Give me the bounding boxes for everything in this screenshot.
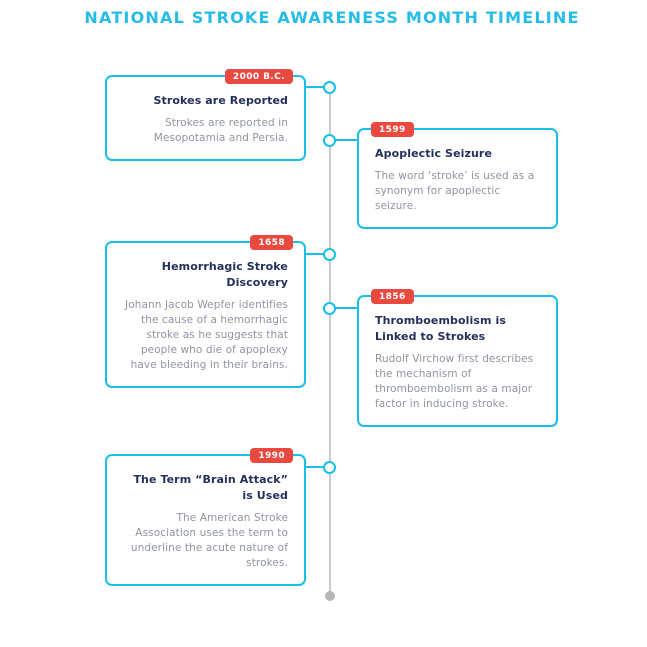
event-title: Hemorrhagic Stroke Discovery	[161, 260, 288, 289]
connector-line	[304, 466, 325, 468]
timeline-node-circle	[323, 81, 336, 94]
timeline-node-circle	[323, 134, 336, 147]
timeline-axis-line	[329, 88, 331, 596]
event-card-1990	[105, 451, 306, 586]
year-badge: 1658	[250, 235, 293, 250]
event-description: Johann Jacob Wepfer identifies the cause of a hemorrhagic stroke as he suggests that people who die of apoplexy have bleeding in their brains.	[125, 299, 288, 371]
event-description: Rudolf Virchow first describes the mechanism of thromboembolism as a major factor in inducing stroke.	[375, 353, 534, 410]
event-description: Strokes are reported in Mesopotamia and Persia.	[153, 117, 288, 144]
event-description: The word ‘stroke’ is used as a synonym for apoplectic seizure.	[375, 170, 535, 212]
event-title: Strokes are Reported	[153, 94, 288, 107]
year-badge: 1856	[371, 289, 414, 304]
event-card-1658	[105, 238, 306, 388]
connector-line	[304, 253, 325, 255]
year-badge: 1990	[250, 448, 293, 463]
year-badge: 2000 B.C.	[225, 69, 293, 84]
event-title: Thromboembolism is Linked to Strokes	[375, 314, 507, 343]
connector-line	[304, 86, 325, 88]
page-title: NATIONAL STROKE AWARENESS MONTH TIMELINE	[84, 8, 580, 27]
year-badge: 1599	[371, 122, 414, 137]
timeline-node-circle	[323, 248, 336, 261]
timeline-node-circle	[323, 461, 336, 474]
event-title: The Term “Brain Attack” is Used	[133, 473, 288, 502]
event-description: The American Stroke Association uses the term to underline the acute nature of strokes.	[130, 512, 288, 569]
connector-line	[334, 139, 358, 141]
event-card-2000bc	[105, 72, 306, 161]
connector-line	[334, 307, 358, 309]
timeline-end-dot	[325, 591, 335, 601]
timeline-node-circle	[323, 302, 336, 315]
event-card-1599	[357, 125, 558, 229]
event-title: Apoplectic Seizure	[375, 147, 493, 160]
event-card-1856	[357, 292, 558, 427]
